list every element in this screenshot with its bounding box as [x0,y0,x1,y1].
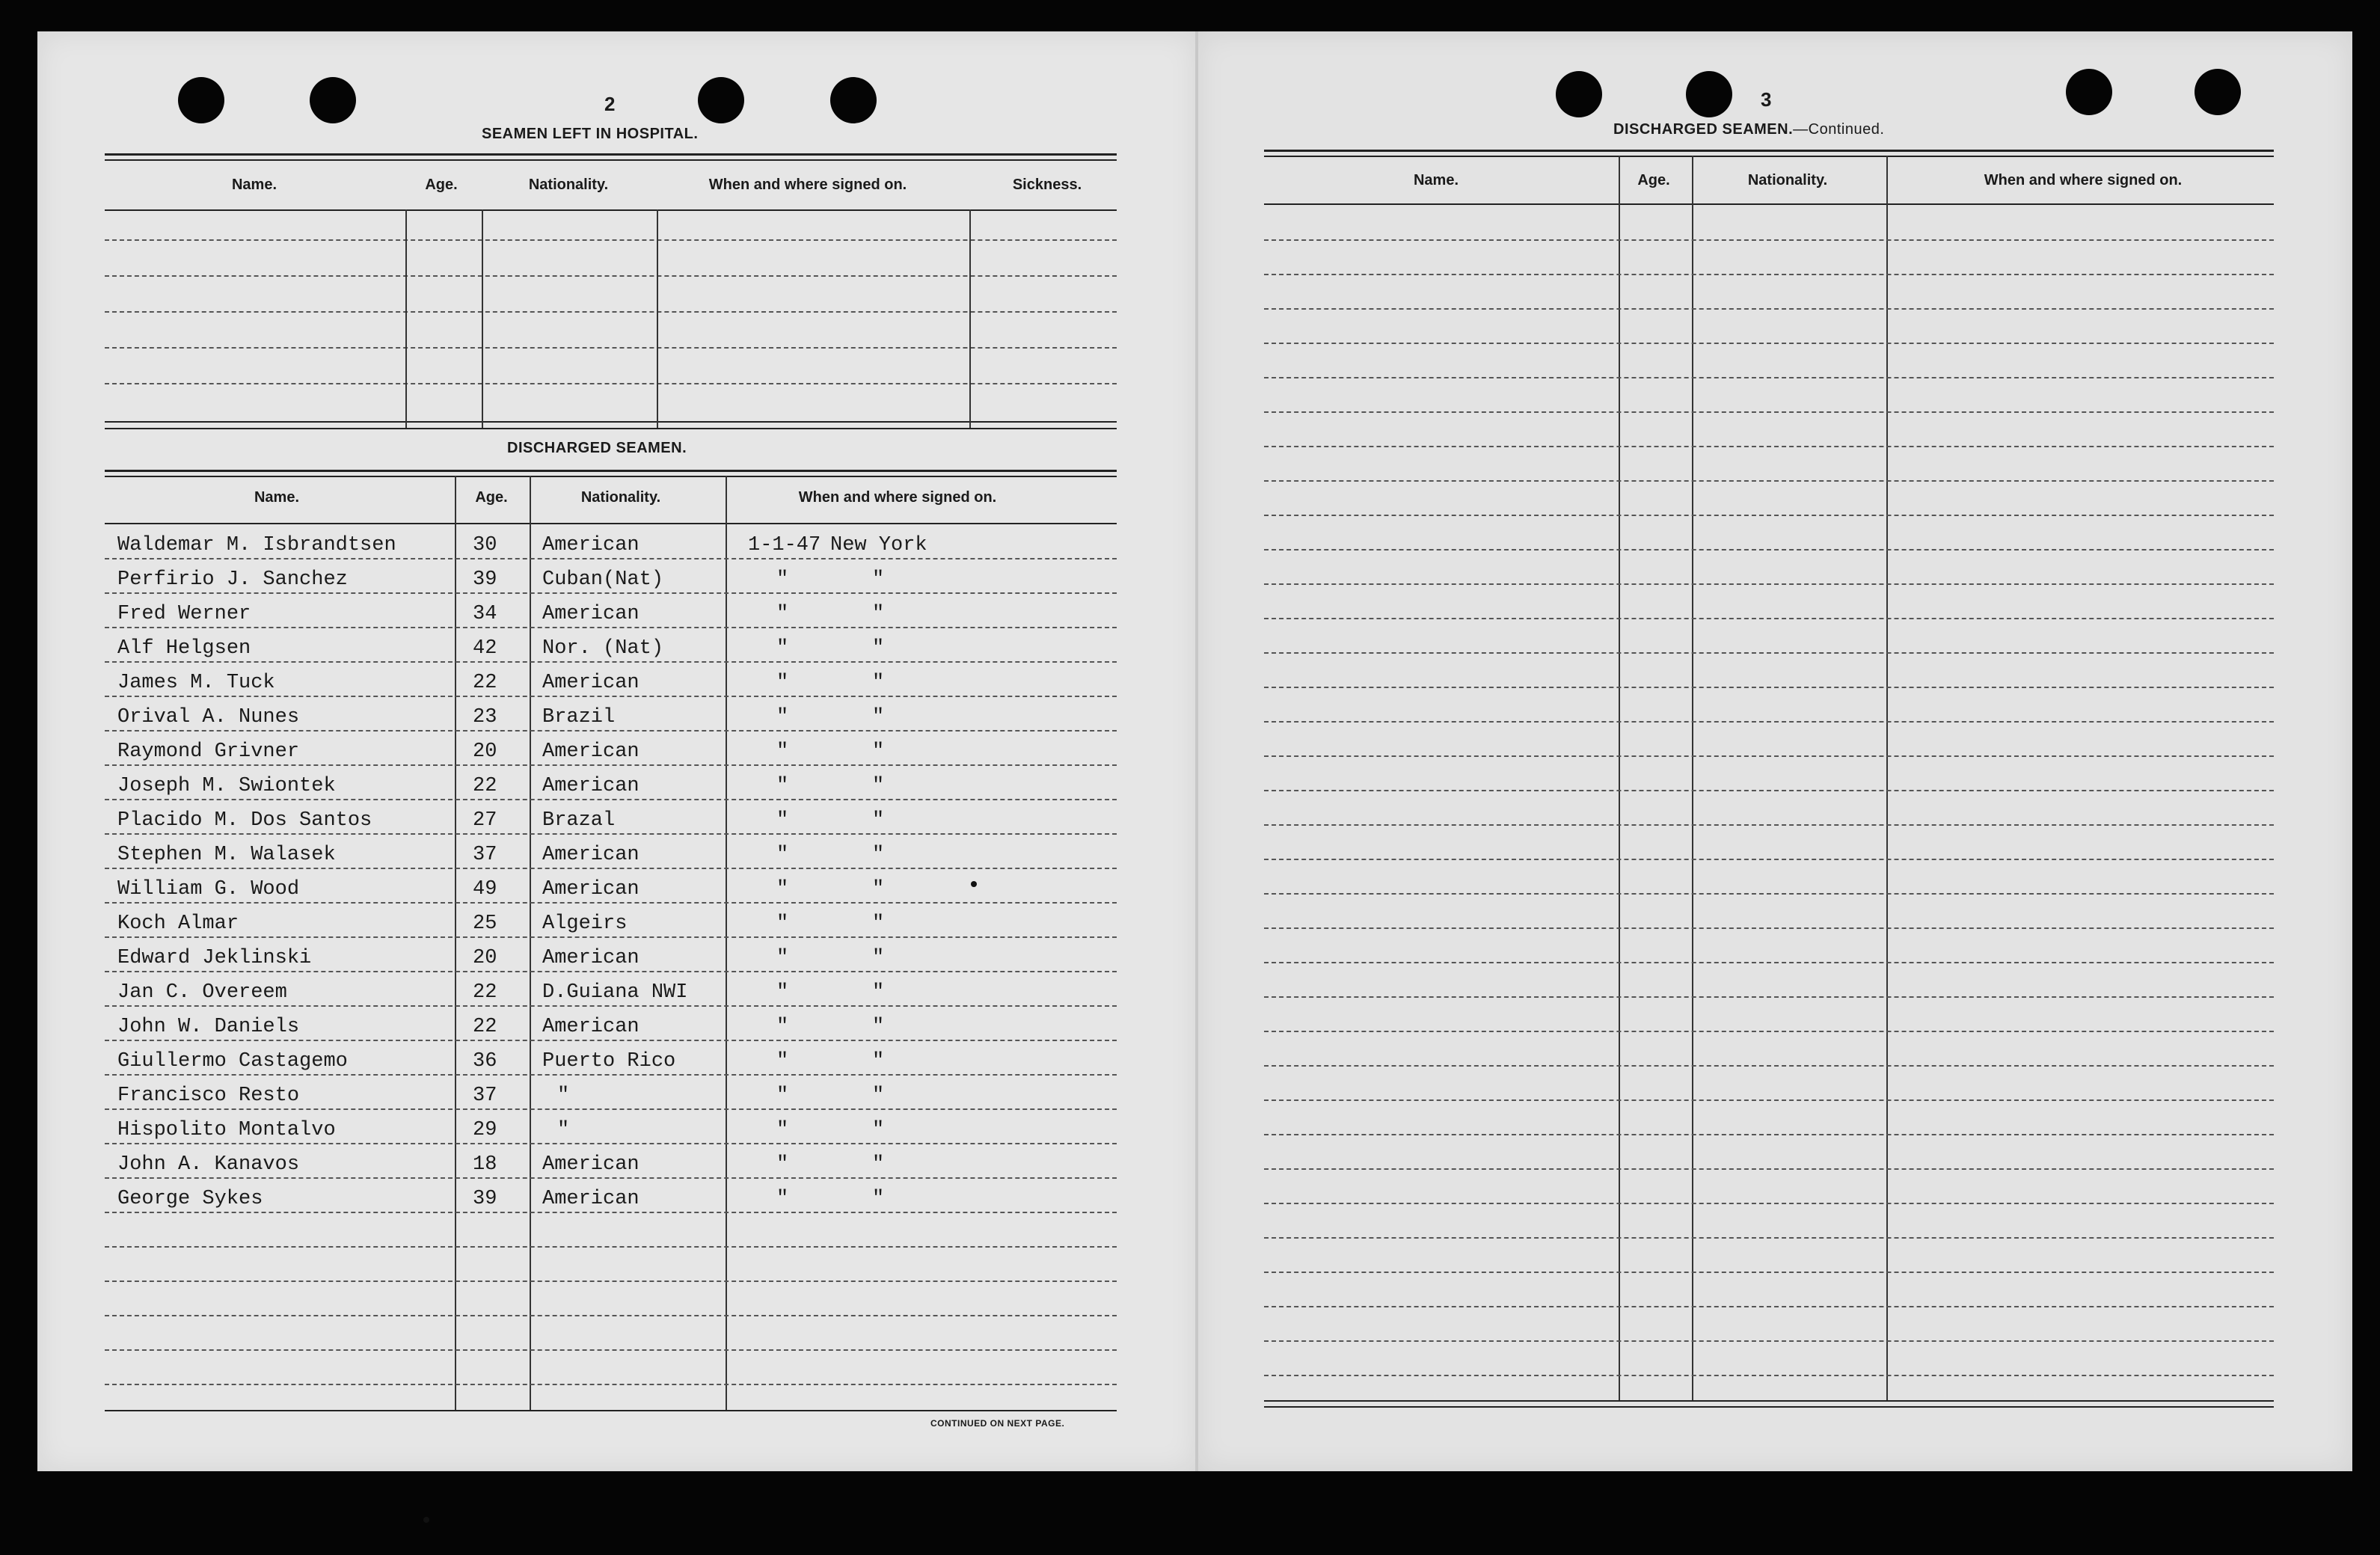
seaman-nationality: Cuban(Nat) [542,568,664,591]
ruled-line [1264,308,2274,310]
column-header-age: Age. [425,177,458,193]
seaman-nationality: American [542,740,640,763]
signed-on-place: " [872,672,885,694]
punch-hole [2195,69,2241,115]
seaman-age: 22 [473,1016,497,1038]
table-rule [105,159,1117,161]
signed-on-date: " [776,637,789,660]
seaman-name: Waldemar M. Isbrandtsen [117,534,396,556]
ruled-line [105,558,1117,559]
ruled-line [1264,618,2274,619]
ruled-line [1264,1340,2274,1342]
signed-on-place: " [872,637,885,660]
signed-on-date: " [776,1085,789,1107]
seaman-age: 22 [473,775,497,797]
ruled-line [1264,1168,2274,1170]
column-header-name: Name. [254,489,300,506]
ruled-line [105,1040,1117,1041]
signed-on-place: " [872,1085,885,1107]
seaman-age: 30 [473,534,497,556]
seaman-name: Joseph M. Swiontek [117,775,336,797]
ruled-line [1264,893,2274,895]
ruled-line [105,592,1117,594]
column-divider [726,476,727,1411]
table-rule [105,209,1117,211]
ruled-line [1264,962,2274,963]
seaman-nationality: American [542,844,640,866]
ruled-line [105,1281,1117,1282]
column-header-name: Name. [231,177,277,193]
seaman-name: Placido M. Dos Santos [117,809,372,832]
ruled-line [1264,790,2274,791]
seaman-nationality: American [542,603,640,625]
seaman-name: Fred Werner [117,603,251,625]
column-header-signed-on: When and where signed on. [708,177,907,193]
table-rule [105,153,1117,156]
ruled-line [1264,583,2274,585]
signed-on-place: " [872,981,885,1004]
ruled-line [1264,343,2274,344]
ruled-line [105,1246,1117,1248]
ruled-line [1264,824,2274,826]
seaman-age: 37 [473,844,497,866]
ruled-line [105,1108,1117,1110]
ruled-line [1264,515,2274,516]
ruled-line [1264,1099,2274,1101]
seaman-nationality: American [542,1016,640,1038]
seaman-name: Hispolito Montalvo [117,1119,336,1141]
seaman-name: Giullermo Castagemo [117,1050,348,1073]
column-header-age: Age. [1637,172,1670,188]
table-rule [105,523,1117,524]
column-header-sickness: Sickness. [1012,177,1082,193]
ruled-line [1264,721,2274,723]
seaman-name: James M. Tuck [117,672,275,694]
ruled-line [1264,549,2274,550]
signed-on-date: " [776,844,789,866]
table-rule [1264,150,2274,152]
page-number: 2 [604,93,616,115]
ruled-line [105,311,1117,313]
punch-hole [830,77,877,123]
seaman-age: 27 [473,809,497,832]
seaman-age: 49 [473,878,497,901]
ruled-line [105,1005,1117,1007]
seaman-age: 36 [473,1050,497,1073]
signed-on-date: " [776,603,789,625]
seaman-nationality: Brazil [542,706,616,729]
ruled-line [105,1349,1117,1351]
ruled-line [1264,411,2274,413]
ruled-line [105,239,1117,241]
table-rule [1264,1400,2274,1402]
ruled-line [105,936,1117,938]
signed-on-date: " [776,878,789,901]
continued-note: CONTINUED ON NEXT PAGE. [930,1418,1065,1429]
ruled-line [1264,927,2274,929]
seaman-name: Alf Helgsen [117,637,251,660]
seaman-nationality: American [542,878,640,901]
ruled-line [1264,239,2274,241]
seaman-age: 20 [473,947,497,969]
seaman-name: Orival A. Nunes [117,706,300,729]
table-rule [1264,156,2274,157]
ruled-line [105,347,1117,349]
punch-hole [1686,71,1732,117]
table-rule [105,476,1117,477]
ruled-line [1264,1306,2274,1307]
signed-on-date: " [776,1016,789,1038]
ruled-line [105,1143,1117,1144]
column-header-signed-on: When and where signed on. [1984,172,2183,188]
ruled-line [1264,1134,2274,1135]
ruled-line [105,1177,1117,1179]
discharged-section-title: DISCHARGED SEAMEN. [507,440,687,456]
right-page [1197,31,2352,1471]
signed-on-date: " [776,775,789,797]
seaman-nationality: Puerto Rico [542,1050,676,1073]
seaman-name: Edward Jeklinski [117,947,312,969]
seaman-nationality: D.Guiana NWI [542,981,688,1004]
ruled-line [105,833,1117,835]
ruled-line [105,383,1117,384]
ruled-line [105,696,1117,697]
ruled-line [1264,1065,2274,1067]
column-header-nationality: Nationality. [580,489,661,506]
table-rule [105,428,1117,429]
ruled-line [105,661,1117,663]
signed-on-place: " [872,568,885,591]
seaman-age: 39 [473,1188,497,1210]
signed-on-place: " [872,1016,885,1038]
seaman-nationality: " [557,1119,570,1141]
signed-on-place: " [872,878,885,901]
seaman-name: George Sykes [117,1188,263,1210]
ink-speck [423,1517,429,1523]
seaman-name: Koch Almar [117,913,239,935]
page-number: 3 [1761,88,1772,111]
signed-on-date: " [776,913,789,935]
seaman-age: 39 [473,568,497,591]
signed-on-place: " [872,775,885,797]
column-divider [405,209,407,428]
seaman-name: John A. Kanavos [117,1153,300,1176]
ruled-line [105,1315,1117,1316]
ruled-line [105,275,1117,277]
seaman-age: 42 [473,637,497,660]
signed-on-date: " [776,672,789,694]
seaman-age: 20 [473,740,497,763]
ruled-line [1264,652,2274,654]
signed-on-date: " [776,947,789,969]
signed-on-place: New York [830,534,927,556]
ruled-line [105,799,1117,800]
seaman-age: 22 [473,981,497,1004]
seaman-name: Stephen M. Walasek [117,844,336,866]
signed-on-place: " [872,1119,885,1141]
ink-speck [971,881,977,887]
seaman-age: 37 [473,1085,497,1107]
ruled-line [1264,1375,2274,1376]
seaman-nationality: American [542,775,640,797]
seaman-age: 22 [473,672,497,694]
ruled-line [1264,1203,2274,1204]
ruled-line [105,1384,1117,1385]
ruled-line [105,868,1117,869]
ruled-line [1264,996,2274,998]
ruled-line [105,902,1117,904]
seaman-age: 18 [473,1153,497,1176]
signed-on-place: " [872,809,885,832]
ruled-line [1264,859,2274,860]
seaman-nationality: Nor. (Nat) [542,637,664,660]
punch-hole [178,77,224,123]
ruled-line [105,730,1117,732]
column-divider [455,476,456,1411]
signed-on-place: " [872,947,885,969]
seaman-nationality: American [542,1188,640,1210]
signed-on-place: " [872,844,885,866]
signed-on-date: " [776,1119,789,1141]
column-header-name: Name. [1413,172,1459,188]
signed-on-place: " [872,1153,885,1176]
column-divider [530,476,531,1411]
table-rule [1264,1406,2274,1408]
signed-on-date: " [776,740,789,763]
signed-on-date: " [776,981,789,1004]
ruled-line [105,764,1117,766]
column-header-nationality: Nationality. [1747,172,1828,188]
seaman-name: Perfirio J. Sanchez [117,568,348,591]
table-rule [1264,203,2274,205]
ruled-line [105,1074,1117,1076]
column-header-age: Age. [475,489,508,506]
seaman-nationality: American [542,534,640,556]
ruled-line [1264,480,2274,482]
hospital-section-title: SEAMEN LEFT IN HOSPITAL. [482,126,699,142]
signed-on-date: " [776,1153,789,1176]
signed-on-place: " [872,913,885,935]
punch-hole [1556,71,1602,117]
table-rule [105,421,1117,423]
discharged-continued-title [1613,121,1884,138]
signed-on-date: 1-1-47 [748,534,821,556]
ruled-line [1264,1237,2274,1239]
ruled-line [1264,687,2274,688]
ruled-line [1264,446,2274,447]
table-rule [105,1410,1117,1411]
signed-on-date: " [776,1050,789,1073]
page-fold [1195,31,1198,1471]
signed-on-place: " [872,1050,885,1073]
ruled-line [1264,377,2274,378]
seaman-nationality: Algeirs [542,913,628,935]
seaman-nationality: American [542,1153,640,1176]
table-rule [105,470,1117,472]
punch-hole [698,77,744,123]
seaman-name: William G. Wood [117,878,300,901]
signed-on-date: " [776,809,789,832]
ruled-line [105,971,1117,972]
punch-hole [2066,69,2112,115]
seaman-name: John W. Daniels [117,1016,300,1038]
signed-on-date: " [776,1188,789,1210]
discharged-title-text: DISCHARGED SEAMEN. [1613,121,1794,138]
seaman-nationality: " [557,1085,570,1107]
seaman-age: 34 [473,603,497,625]
signed-on-place: " [872,706,885,729]
seaman-nationality: Brazal [542,809,616,832]
signed-on-place: " [872,1188,885,1210]
seaman-age: 25 [473,913,497,935]
seaman-nationality: American [542,672,640,694]
seaman-name: Jan C. Overeem [117,981,287,1004]
column-divider [969,209,971,428]
signed-on-place: " [872,740,885,763]
ruled-line [1264,274,2274,275]
ruled-line [1264,1031,2274,1032]
column-header-nationality: Nationality. [528,177,609,193]
signed-on-place: " [872,603,885,625]
column-divider [482,209,483,428]
ruled-line [1264,1272,2274,1273]
seaman-age: 23 [473,706,497,729]
seaman-nationality: American [542,947,640,969]
column-header-signed-on: When and where signed on. [798,489,997,506]
continued-suffix: —Continued. [1793,121,1885,138]
seaman-name: Francisco Resto [117,1085,300,1107]
column-divider [657,209,658,428]
ruled-line [1264,755,2274,757]
punch-hole [310,77,356,123]
ruled-line [105,1212,1117,1213]
signed-on-date: " [776,568,789,591]
seaman-age: 29 [473,1119,497,1141]
seaman-name: Raymond Grivner [117,740,300,763]
signed-on-date: " [776,706,789,729]
ruled-line [105,627,1117,628]
